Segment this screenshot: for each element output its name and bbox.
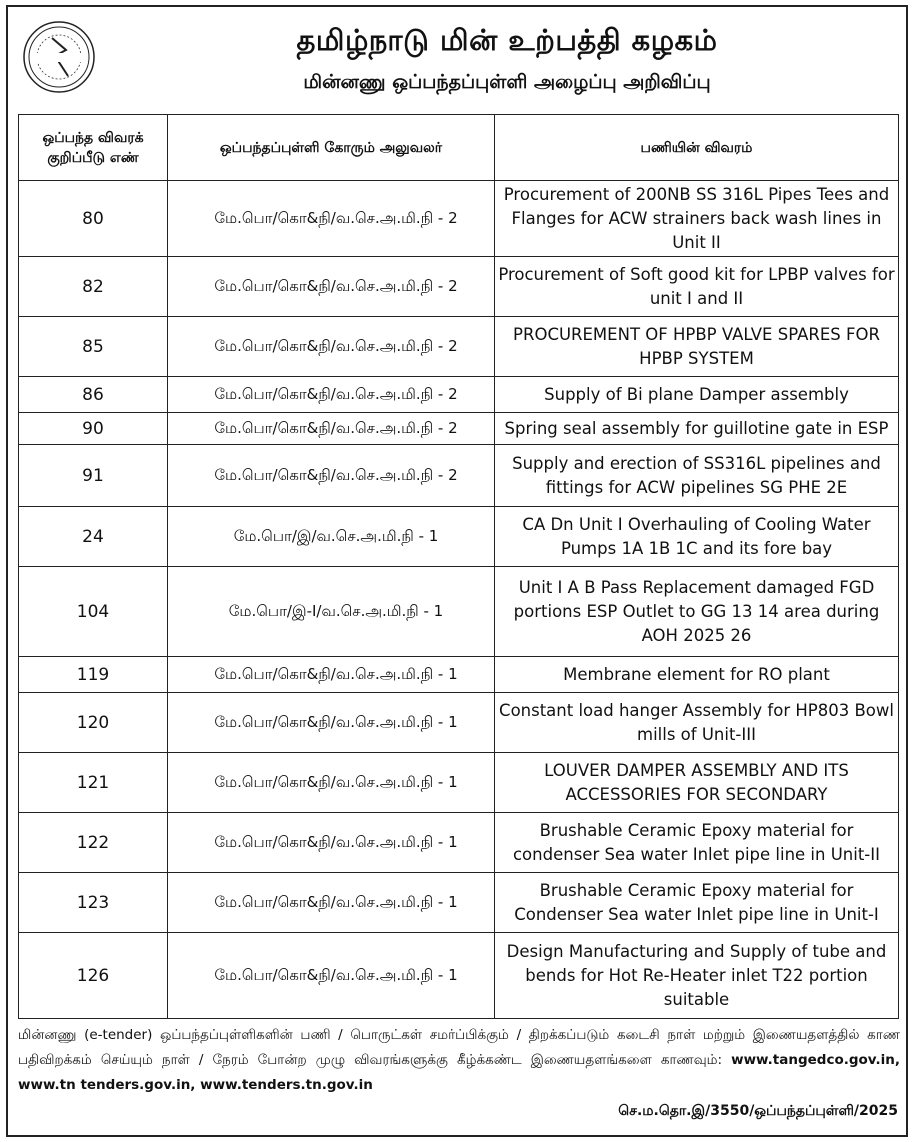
column-header-description: பணியின் விவரம் <box>495 115 899 181</box>
row-description: Supply of Bi plane Damper assembly <box>495 377 899 413</box>
row-description: Spring seal assembly for guillotine gate in ESP <box>495 413 899 445</box>
row-description: Constant load hanger Assembly for HP803 Bowl mills of Unit-III <box>495 693 899 753</box>
row-officer: மே.பொ/கொ&நி/வ.செ.அ.மி.நி - 2 <box>168 317 495 377</box>
notice-footer <box>18 1023 900 1098</box>
page-title: தமிழ்நாடு மின் உற்பத்தி கழகம் <box>296 23 718 57</box>
table-row <box>19 933 899 1019</box>
row-officer: மே.பொ/கொ&நி/வ.செ.அ.மி.நி - 2 <box>168 377 495 413</box>
table-row <box>19 413 899 445</box>
row-description: Brushable Ceramic Epoxy material for Condenser Sea water Inlet pipe line in Unit-I <box>495 873 899 933</box>
table-row <box>19 445 899 507</box>
row-description: Design Manufacturing and Supply of tube and bends for Hot Re-Heater inlet T22 portion suitable <box>495 933 899 1019</box>
row-officer: மே.பொ/கொ&நி/வ.செ.அ.மி.நி - 2 <box>168 257 495 317</box>
table-row <box>19 753 899 813</box>
tender-table <box>18 114 899 1019</box>
row-officer: மே.பொ/கொ&நி/வ.செ.அ.மி.நி - 2 <box>168 181 495 257</box>
row-officer: மே.பொ/கொ&நி/வ.செ.அ.மி.நி - 1 <box>168 753 495 813</box>
table-header-row <box>19 115 899 181</box>
row-officer: மே.பொ/இ/வ.செ.அ.மி.நி - 1 <box>168 507 495 567</box>
tender-notice <box>6 5 908 1137</box>
row-description: Procurement of Soft good kit for LPBP valves for unit I and II <box>495 257 899 317</box>
row-ref-no: 24 <box>19 507 168 567</box>
row-officer: மே.பொ/கொ&நி/வ.செ.அ.மி.நி - 1 <box>168 933 495 1019</box>
row-description: PROCUREMENT OF HPBP VALVE SPARES FOR HPBP SYSTEM <box>495 317 899 377</box>
footer-websites[interactable]: www.tangedco.gov.in, www.tn tenders.gov.in, www.tenders.tn.gov.in <box>18 1052 900 1093</box>
table-row <box>19 657 899 693</box>
notice-header <box>8 7 906 107</box>
row-ref-no: 80 <box>19 181 168 257</box>
table-row <box>19 693 899 753</box>
footer-text: மின்னணு (e-tender) ஒப்பந்தப்புள்ளிகளின் பணி / பொருட்கள் சமர்ப்பிக்கும் / திறக்கப்படும் கடைசி நாள் மற்றும் இணையதளத்தில் காண பதிவிறக்கம் செய்யும் நாள் / நேரம் போன்ற முழு விவரங்களுக்கு கீழ்க்கண்ட இணையதளங்களை காணவும்: <box>18 1027 900 1068</box>
row-ref-no: 90 <box>19 413 168 445</box>
row-ref-no: 122 <box>19 813 168 873</box>
row-officer: மே.பொ/கொ&நி/வ.செ.அ.மி.நி - 2 <box>168 445 495 507</box>
row-ref-no: 85 <box>19 317 168 377</box>
row-description: LOUVER DAMPER ASSEMBLY AND ITS ACCESSORIES FOR SECONDARY <box>495 753 899 813</box>
row-ref-no: 123 <box>19 873 168 933</box>
row-ref-no: 120 <box>19 693 168 753</box>
tangedco-logo <box>22 20 96 94</box>
row-description: Unit I A B Pass Replacement damaged FGD portions ESP Outlet to GG 13 14 area during AOH 2025 26 <box>495 567 899 657</box>
row-officer: மே.பொ/கொ&நி/வ.செ.அ.மி.நி - 2 <box>168 413 495 445</box>
row-ref-no: 86 <box>19 377 168 413</box>
row-ref-no: 91 <box>19 445 168 507</box>
row-ref-no: 104 <box>19 567 168 657</box>
row-officer: மே.பொ/கொ&நி/வ.செ.அ.மி.நி - 1 <box>168 693 495 753</box>
row-officer: மே.பொ/கொ&நி/வ.செ.அ.மி.நி - 1 <box>168 873 495 933</box>
table-row <box>19 507 899 567</box>
row-description: Membrane element for RO plant <box>495 657 899 693</box>
row-description: CA Dn Unit I Overhauling of Cooling Water Pumps 1A 1B 1C and its fore bay <box>495 507 899 567</box>
table-row <box>19 257 899 317</box>
row-description: Procurement of 200NB SS 316L Pipes Tees and Flanges for ACW strainers back wash lines in Unit II <box>495 181 899 257</box>
page-subtitle: மின்னணு ஒப்பந்தப்புள்ளி அழைப்பு அறிவிப்பு <box>303 71 711 93</box>
row-description: Supply and erection of SS316L pipelines and fittings for ACW pipelines SG PHE 2E <box>495 445 899 507</box>
table-row <box>19 317 899 377</box>
column-header-ref-no: ஒப்பந்த விவரக் குறிப்பீடு எண் <box>19 115 168 181</box>
row-officer: மே.பொ/இ-I/வ.செ.அ.மி.நி - 1 <box>168 567 495 657</box>
table-row <box>19 567 899 657</box>
table-row <box>19 377 899 413</box>
column-header-officer: ஒப்பந்தப்புள்ளி கோரும் அலுவலர் <box>168 115 495 181</box>
tender-table-body <box>19 181 899 1019</box>
row-ref-no: 126 <box>19 933 168 1019</box>
row-ref-no: 119 <box>19 657 168 693</box>
table-row <box>19 813 899 873</box>
row-ref-no: 121 <box>19 753 168 813</box>
row-officer: மே.பொ/கொ&நி/வ.செ.அ.மி.நி - 1 <box>168 813 495 873</box>
row-officer: மே.பொ/கொ&நி/வ.செ.அ.மி.நி - 1 <box>168 657 495 693</box>
row-ref-no: 82 <box>19 257 168 317</box>
table-row <box>19 181 899 257</box>
reference-number: செ.ம.தொ.இ/3550/ஒப்பந்தப்புள்ளி/2025 <box>618 1103 898 1119</box>
table-row <box>19 873 899 933</box>
row-description: Brushable Ceramic Epoxy material for condenser Sea water Inlet pipe line in Unit-II <box>495 813 899 873</box>
